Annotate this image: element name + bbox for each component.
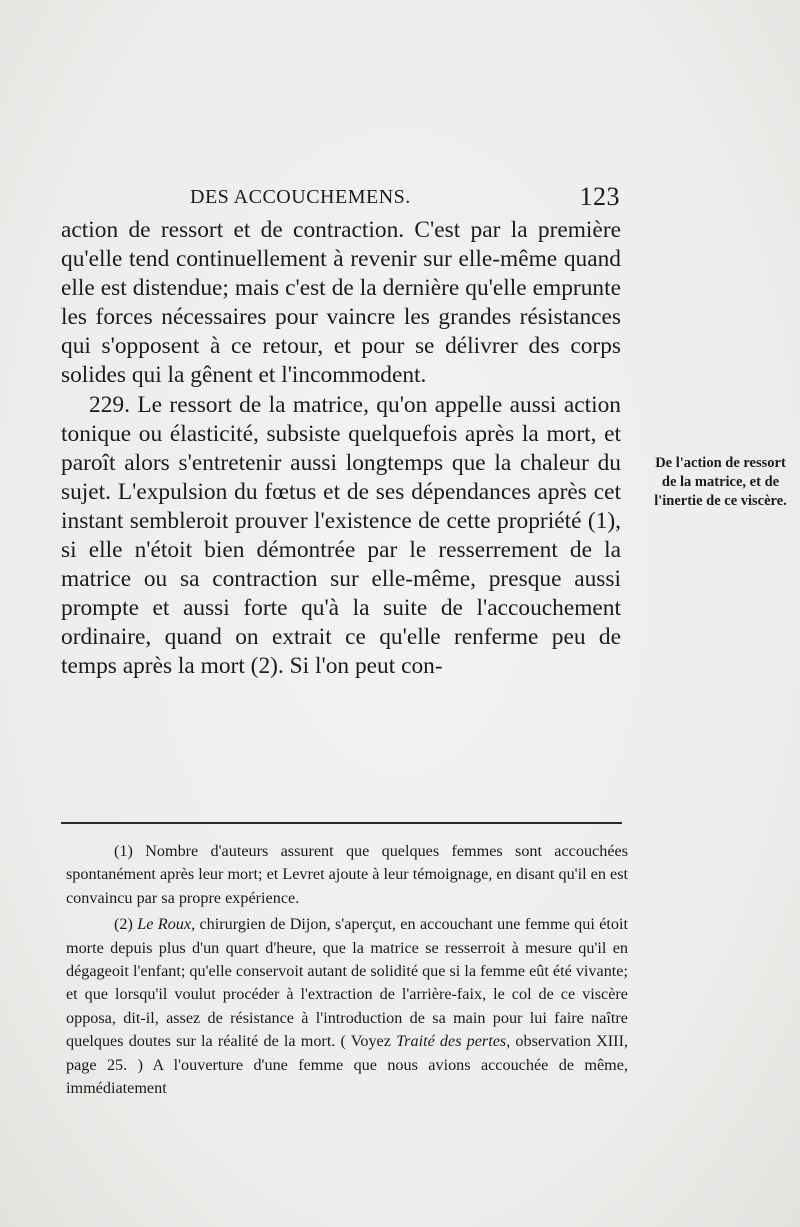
footnote-1-text: Nombre d'auteurs assurent que quelques femmes sont accouchées spontanément après leur mort; et Levret ajoute à leur témoignage, en disant qu'il en est convaincu par sa propre expérience. — [66, 842, 628, 907]
footnote-2-reference: Traité des pertes — [396, 1032, 507, 1051]
paragraph-229-text: Le ressort de la matrice, qu'on appelle aussi action tonique ou élasticité, subsiste quelquefois après la mort, et paroît alors s'entretenir aussi longtemps que la chaleur du sujet. L'expulsion du fœtus et de ses dépendances après cet instant sembleroit prouver l'existence de cette propriété (1), si elle n'étoit bien démontrée par le resserrement de la matrice ou sa contraction sur elle-même, presque aussi prompte et aussi forte qu'à la suite de l'accouchement ordinaire, quand on extrait ce qu'elle renferme peu de temps après la mort (2). Si l'on peut con- — [61, 391, 621, 680]
footnote-2-author: Le Roux — [137, 915, 192, 934]
footnote-1 — [66, 840, 628, 910]
footnotes — [66, 840, 628, 1103]
running-header — [190, 182, 620, 216]
footnote-rule — [61, 822, 622, 824]
footnote-2 — [66, 913, 628, 1100]
main-text — [61, 216, 621, 682]
footnote-2-text-b: , observation XIII, page 25. ) A l'ouverture d'une femme que nous avions accouchée de même, immédiatement — [66, 1032, 629, 1098]
paragraph-number: 229. — [89, 391, 130, 418]
margin-note: De l'action de ressort de la matrice, et de l'inertie de ce viscère. — [654, 455, 787, 509]
paragraph-continued: action de ressort et de contraction. C'est par la première qu'elle tend continuellement à revenir sur elle-même quand elle est distendue; mais c'est de la dernière qu'elle emprunte les forces nécessaires pour vaincre les grandes résistances qui s'opposent à ce retour, et pour se délivrer des corps solides qui la gênent et l'incommodent. — [61, 217, 621, 389]
running-title: DES ACCOUCHEMENS. — [190, 186, 411, 208]
page-number: 123 — [579, 182, 620, 211]
footnote-2-text-a: , chirurgien de Dijon, s'aperçut, en accouchant une femme qui étoit morte depuis plus d'un quart d'heure, que la matrice se resserroit à mesure qu'il en dégageoit l'enfant; qu'elle conservoit autant de solidité que si la femme eût été vivante; et que lorsqu'il voulut procéder à l'extraction de l'arrière-faix, le col de ce viscère opposa, dit-il, assez de résistance à l'introduction de sa main pour lui faire naître quelques doutes sur la réalité de la mort. ( Voyez — [66, 915, 628, 1051]
footnote-2-mark: (2) — [114, 915, 133, 934]
paragraph-229 — [61, 391, 621, 682]
footnote-1-mark: (1) — [114, 842, 133, 860]
